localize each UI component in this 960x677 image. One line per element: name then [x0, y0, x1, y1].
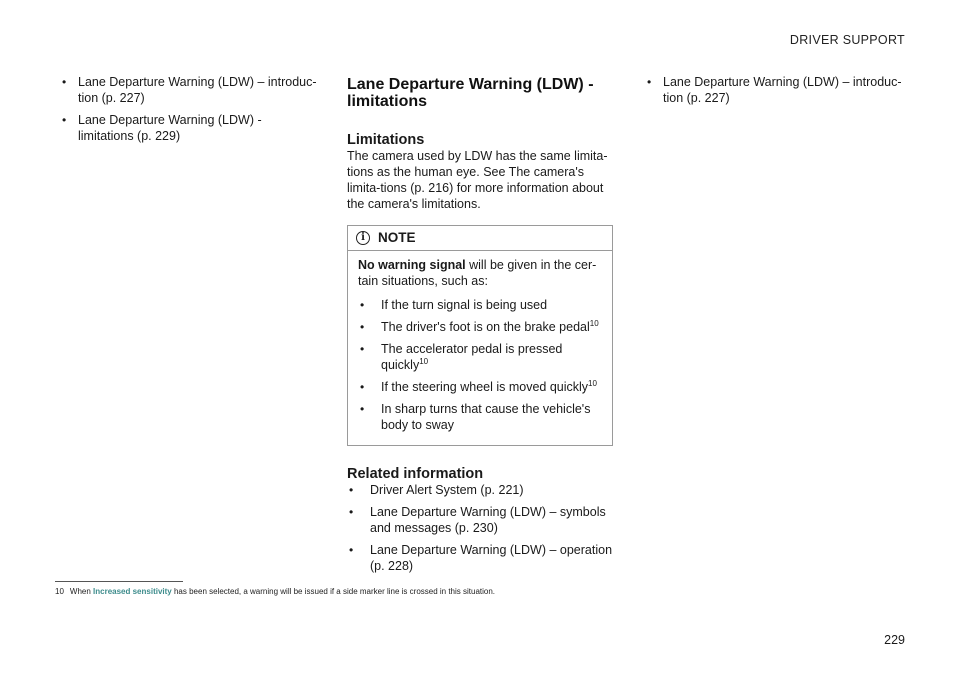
footnote-ref[interactable]: 10 — [589, 319, 599, 328]
limitations-heading: Limitations — [347, 132, 425, 148]
related-link[interactable]: • Lane Departure Warning (LDW) – introduc-tion (p. 227) — [645, 74, 905, 106]
related-link[interactable]: • Lane Departure Warning (LDW) – operation (p. 228) — [347, 542, 613, 574]
main-column — [347, 76, 613, 580]
page-number: 229 — [884, 633, 905, 647]
note-header — [348, 226, 612, 251]
limitations-text: The camera used by LDW has the same limita-tions as the human eye. See The camera's limita-tions (p. 216) for more information about the camera's limitations. — [347, 149, 608, 211]
footnote-divider — [55, 581, 183, 582]
footnote-ref[interactable]: 10 — [419, 357, 429, 366]
note-label: NOTE — [378, 230, 416, 245]
note-item: • The driver's foot is on the brake pedal$^{10}$ — [358, 319, 602, 335]
related-list — [347, 482, 613, 574]
note-intro — [358, 257, 602, 289]
note-item: • If the turn signal is being used — [358, 297, 602, 313]
right-related-list — [645, 74, 905, 106]
note-list — [358, 297, 602, 433]
note-item: • In sharp turns that cause the vehicle's body to sway — [358, 401, 602, 433]
section-header: DRIVER SUPPORT — [789, 33, 905, 47]
footnote-text-start: When — [69, 587, 94, 596]
note-body — [348, 251, 612, 445]
related-link[interactable]: • Lane Departure Warning (LDW) – symbols and messages (p. 230) — [347, 504, 613, 536]
note-intro-text: will be given in the cer-tain situations, such as: — [358, 258, 597, 288]
footnote-ref[interactable]: 10 — [588, 379, 597, 388]
left-column — [60, 74, 318, 150]
related-link[interactable]: • Lane Departure Warning (LDW) – introduc-tion (p. 227) — [60, 74, 318, 106]
left-related-list — [60, 74, 318, 144]
note-item: • If the steering wheel is moved quickly$^{10}$ — [358, 379, 602, 395]
info-icon: i — [356, 231, 370, 245]
related-link[interactable]: • Lane Departure Warning (LDW) - limitations (p. 229) — [60, 112, 318, 144]
page-title: Lane Departure Warning (LDW) - limitations — [347, 76, 594, 110]
footnote-emphasis: Increased sensitivity — [93, 587, 172, 596]
footnote-number: 10 — [55, 587, 64, 596]
note-intro-bold: No warning signal — [358, 258, 466, 272]
right-column — [645, 74, 905, 112]
related-heading: Related information — [347, 466, 484, 482]
note-item: • The accelerator pedal is pressed quickly$^{10}$ — [358, 341, 602, 373]
note-box — [347, 225, 613, 446]
footnote — [55, 587, 495, 596]
related-link[interactable]: • Driver Alert System (p. 221) — [347, 482, 613, 498]
footnote-text-end: has been selected, a warning will be issued if a side marker line is crossed in this situation. — [171, 587, 496, 596]
